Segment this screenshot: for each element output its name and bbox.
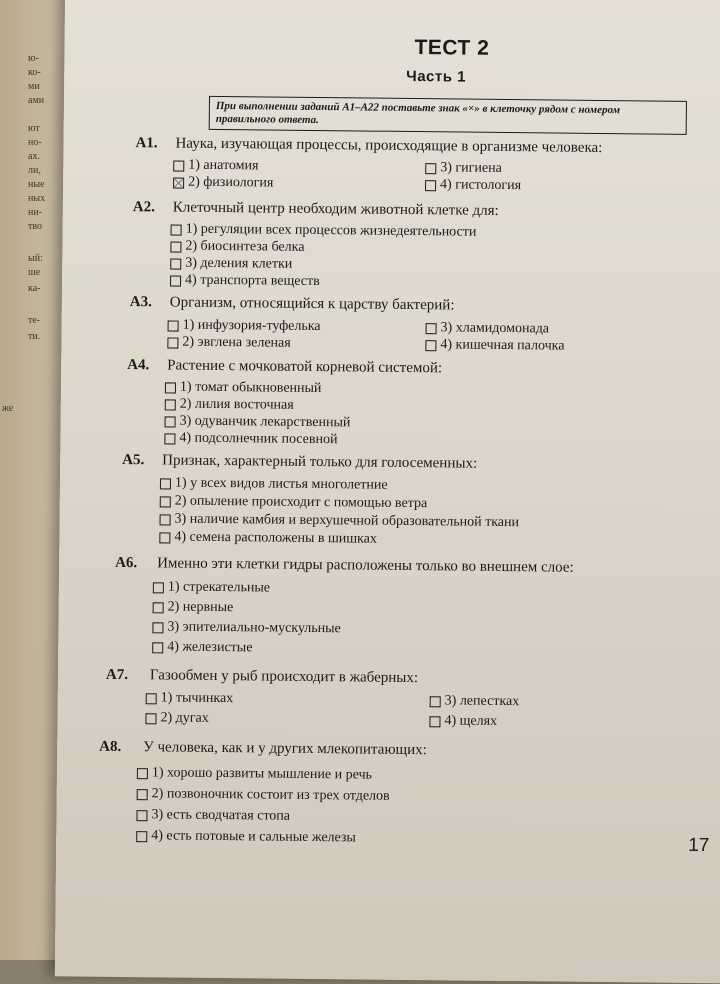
question-text: Именно эти клетки гидры расположены только во внешнем слое: <box>157 555 574 576</box>
answer-option[interactable]: 2) биосинтеза белка <box>170 238 304 255</box>
checkbox[interactable] <box>153 582 164 593</box>
page-number: 17 <box>688 834 710 857</box>
answer-option[interactable]: 4) семена расположены в шишках <box>159 529 377 547</box>
margin-fragment: ка- <box>28 283 41 294</box>
checkbox[interactable] <box>136 831 147 842</box>
answer-option[interactable]: 2) лилия восточная <box>165 396 294 413</box>
answer-option[interactable]: 4) щелях <box>429 713 497 730</box>
answer-option[interactable]: 2) опыление происходит с помощью ветра <box>160 493 428 512</box>
answer-option[interactable]: 3) лепестках <box>430 693 520 710</box>
checkbox[interactable] <box>170 258 181 269</box>
checkbox[interactable] <box>153 602 164 613</box>
margin-fragment: ый: <box>28 253 43 264</box>
answer-option[interactable]: 3) наличие камбия и верхушечной образовательной ткани <box>159 511 519 531</box>
answer-option[interactable]: 1) у всех видов листья многолетние <box>160 475 388 493</box>
question-text: Растение с мочковатой корневой системой: <box>167 357 443 377</box>
checkbox[interactable] <box>160 478 171 489</box>
answer-option[interactable]: 3) есть сводчатая стопа <box>136 807 290 825</box>
checkbox[interactable] <box>425 340 436 351</box>
question-text: Наука, изучающая процессы, происходящие в организме человека: <box>175 135 603 156</box>
answer-option[interactable]: 3) гигиена <box>425 160 502 177</box>
answer-option[interactable]: 1) томат обыкновенный <box>165 379 322 397</box>
checkbox[interactable] <box>426 323 437 334</box>
question-text: Признак, характерный только для голосеменных: <box>162 452 478 472</box>
question-number: А2. <box>132 199 156 216</box>
margin-fragment: те- <box>28 315 41 326</box>
checkbox[interactable] <box>137 768 148 779</box>
margin-fragment: ю- <box>28 53 39 64</box>
checkbox[interactable] <box>165 399 176 410</box>
checkbox[interactable] <box>136 810 147 821</box>
answer-option[interactable]: 1) анатомия <box>173 158 258 175</box>
checkbox[interactable] <box>152 642 163 653</box>
checkbox[interactable] <box>173 160 184 171</box>
checkbox[interactable] <box>171 224 182 235</box>
checkbox[interactable] <box>137 789 148 800</box>
answer-option[interactable]: 2) позвоночник состоит из трех отделов <box>137 786 390 805</box>
checkbox[interactable] <box>145 713 156 724</box>
margin-fragment: но- <box>28 137 42 148</box>
answer-option[interactable]: 2) дугах <box>145 710 208 727</box>
margin-fragment: ах. <box>28 151 40 162</box>
question-number: А1. <box>135 135 158 152</box>
question-text: Клеточный центр необходим животной клетке для: <box>172 199 499 219</box>
checkbox-marked[interactable] <box>173 177 184 188</box>
margin-fragment: ми <box>28 81 40 92</box>
question-number: А6. <box>115 554 138 572</box>
answer-option[interactable]: 1) инфузория-туфелька <box>168 317 321 335</box>
answer-option[interactable]: 3) деления клетки <box>170 255 292 272</box>
margin-fragment: ных <box>28 193 46 204</box>
test-title: ТЕСТ 2 <box>414 36 490 60</box>
margin-fragment: ные <box>28 179 45 190</box>
answer-option[interactable]: 1) тычинках <box>146 690 234 707</box>
checkbox[interactable] <box>170 241 181 252</box>
question-text: Газообмен у рыб происходит в жаберных: <box>149 667 419 687</box>
margin-fragment: ко- <box>28 67 41 78</box>
answer-option[interactable]: 4) железистые <box>152 639 252 656</box>
question-number: А4. <box>127 357 150 374</box>
margin-fragment: ше <box>28 267 41 278</box>
answer-option[interactable]: 4) кишечная палочка <box>425 337 564 354</box>
instruction-box <box>209 96 687 135</box>
question-number: А8. <box>99 738 122 755</box>
question-number: А7. <box>105 666 129 684</box>
margin-fragment: ли, <box>28 165 41 176</box>
checkbox[interactable] <box>165 416 176 427</box>
checkbox[interactable] <box>168 320 179 331</box>
checkbox[interactable] <box>160 496 171 507</box>
checkbox[interactable] <box>425 163 436 174</box>
answer-option[interactable]: 4) есть потовые и сальные железы <box>136 828 356 846</box>
answer-option[interactable]: 2) нервные <box>153 599 234 616</box>
answer-option[interactable]: 2) эвглена зеленая <box>167 334 290 351</box>
answer-option[interactable]: 1) хорошо развиты мышление и речь <box>137 765 372 783</box>
answer-option[interactable]: 4) гистология <box>425 177 521 194</box>
checkbox[interactable] <box>146 693 157 704</box>
answer-option[interactable]: 4) подсолнечник посевной <box>164 430 337 448</box>
checkbox[interactable] <box>170 275 181 286</box>
answer-option[interactable]: 3) одуванчик лекарственный <box>165 413 351 431</box>
question-text: У человека, как и у других млекопитающих: <box>143 739 427 759</box>
question-text: Организм, относящийся к царству бактерий: <box>169 294 455 314</box>
checkbox[interactable] <box>167 337 178 348</box>
checkbox[interactable] <box>152 622 163 633</box>
margin-fragment: ти. <box>28 331 41 342</box>
answer-option[interactable]: 1) регуляции всех процессов жизнедеятельности <box>171 221 477 240</box>
margin-fragment: ами <box>28 95 45 106</box>
checkbox[interactable] <box>164 433 175 444</box>
test-page <box>55 0 720 984</box>
margin-fragment: же <box>2 403 14 414</box>
question-number: А5. <box>122 451 145 469</box>
checkbox[interactable] <box>430 696 441 707</box>
instruction-text: При выполнении заданий А1–А22 поставьте знак «×» в клеточку рядом с номером правильного ответа. <box>215 99 621 127</box>
answer-option[interactable]: 4) транспорта веществ <box>170 272 320 290</box>
margin-fragment: ни- <box>28 207 43 218</box>
margin-fragment: ют <box>28 123 40 134</box>
part-title: Часть 1 <box>406 67 467 86</box>
answer-option[interactable]: 3) эпителиально-мускульные <box>152 619 341 637</box>
checkbox[interactable] <box>165 382 176 393</box>
answer-option[interactable]: 2) физиология <box>173 175 273 192</box>
checkbox[interactable] <box>425 180 436 191</box>
checkbox[interactable] <box>160 514 171 525</box>
checkbox[interactable] <box>159 532 170 543</box>
checkbox[interactable] <box>429 716 440 727</box>
answer-option[interactable]: 1) стрекательные <box>153 579 270 596</box>
margin-fragment: тво <box>28 221 43 232</box>
question-number: А3. <box>129 294 153 311</box>
answer-option[interactable]: 3) хламидомонада <box>426 320 550 337</box>
